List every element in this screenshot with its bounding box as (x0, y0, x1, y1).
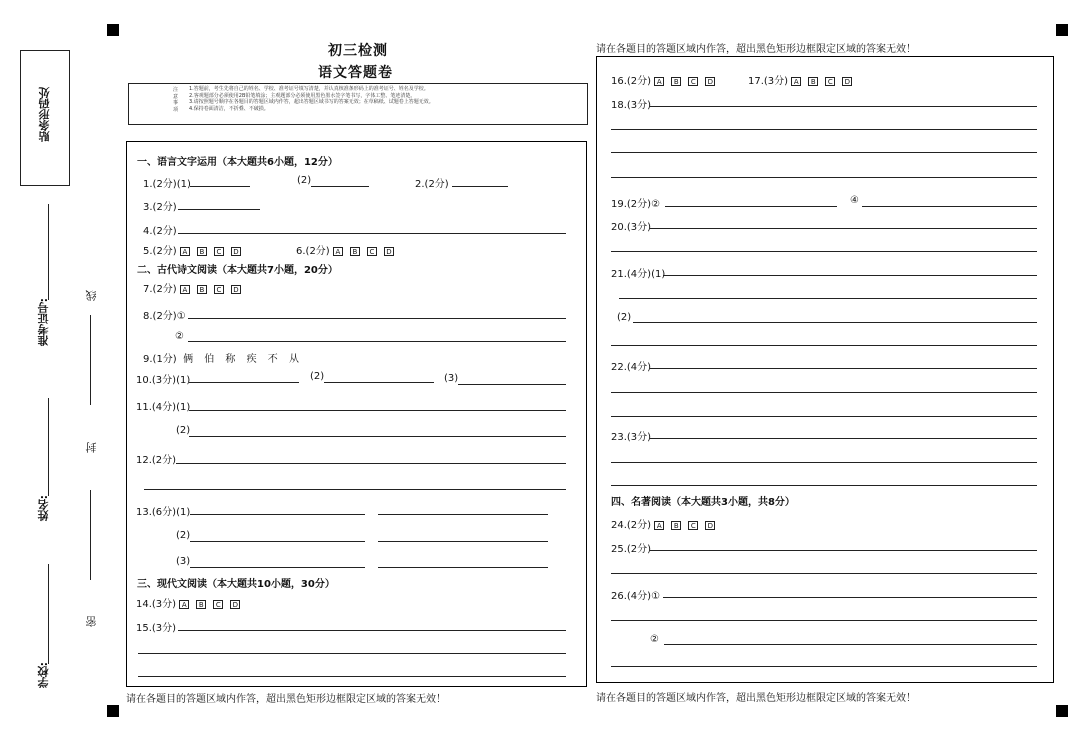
exam-title: 初三检测 (328, 43, 388, 59)
q1-2-answer[interactable] (311, 186, 369, 187)
q21-1-answer-2[interactable] (619, 298, 1037, 299)
q1-2-label: (2) (297, 175, 312, 186)
q5-choice-d[interactable]: D (231, 247, 241, 256)
barcode-label: 贴条形码处 (38, 87, 51, 142)
q24-label: 24.(2分) A B C D (611, 516, 722, 531)
q18-answer-2[interactable] (611, 129, 1037, 130)
seal-char-secret: 密 (85, 616, 98, 627)
q22-answer-2[interactable] (611, 392, 1037, 393)
q3-answer[interactable] (178, 209, 260, 210)
section-1-heading: 一、语言文字运用（本大题共6小题，12分） (137, 157, 338, 168)
q26-1-answer-2[interactable] (611, 620, 1037, 621)
q26-2-answer-2[interactable] (611, 666, 1037, 667)
q15-label: 15.(3分) (136, 623, 177, 634)
q11-1-answer[interactable] (189, 410, 566, 411)
q7-choice-a[interactable]: A (180, 285, 190, 294)
section-3-heading: 三、现代文阅读（本大题共10小题，30分） (137, 579, 335, 590)
q10-label: 10.(3分)(1) (136, 375, 191, 386)
q19-4-label: ④ (850, 195, 859, 206)
q7-choice-b[interactable]: B (197, 285, 207, 294)
barcode-area (20, 50, 70, 186)
q13-2-label: (2) (176, 530, 191, 541)
q4-answer[interactable] (178, 233, 566, 234)
q23-label: 23.(3分) (611, 432, 652, 443)
q10-3-answer[interactable] (458, 384, 566, 385)
q19-label: 19.(2分)② (611, 199, 661, 210)
instruction-3: 3.请按照题号顺序在各题目的答题区域内作答，超出答题区域书写的答案无效；在草稿纸、试题卷上答题无效。 (189, 99, 434, 105)
seal-char-seal: 封 (85, 442, 98, 453)
q24-choice-c[interactable]: C (688, 521, 698, 530)
name-label: 姓名: (37, 495, 50, 522)
q15-answer-2[interactable] (138, 653, 566, 654)
q24-choice-a[interactable]: A (654, 521, 664, 530)
q14-label: 14.(3分) A B C D (136, 595, 247, 610)
q10-2-label: (2) (310, 371, 325, 382)
q18-label: 18.(3分) (611, 100, 652, 111)
q21-2-answer-2[interactable] (611, 345, 1037, 346)
q4-label: 4.(2分) (143, 226, 177, 237)
q8-2-label: ② (175, 331, 184, 342)
corner-mark-bottom-left (107, 705, 119, 717)
q14-choice-b[interactable]: B (196, 600, 206, 609)
q12-answer-1[interactable] (176, 463, 566, 464)
q22-label: 22.(4分) (611, 362, 652, 373)
q18-answer-1[interactable] (650, 106, 1037, 107)
q9-characters: 俩 伯 称 疾 不 从 (183, 354, 303, 365)
q21-label: 21.(4分)(1) (611, 269, 666, 280)
q17-choice-b[interactable]: B (808, 77, 818, 86)
instruction-4: 4.保持卷面清洁，不折叠、不破损。 (189, 105, 269, 112)
q5-choice-a[interactable]: A (180, 247, 190, 256)
exam-id-field[interactable] (48, 204, 49, 300)
q19-2-answer[interactable] (665, 206, 837, 207)
q5-choice-b[interactable]: B (197, 247, 207, 256)
q13-1-answer-b[interactable] (378, 514, 548, 515)
q13-2-answer-b[interactable] (378, 541, 548, 542)
q6-choice-d[interactable]: D (384, 247, 394, 256)
q24-choice-b[interactable]: B (671, 521, 681, 530)
q3-label: 3.(2分) (143, 202, 177, 213)
school-field[interactable] (48, 564, 49, 664)
q26-2-label: ② (650, 634, 659, 645)
q11-label: 11.(4分)(1) (136, 402, 191, 413)
q22-answer-3[interactable] (611, 416, 1037, 417)
q6-choice-a[interactable]: A (333, 247, 343, 256)
q11-2-answer[interactable] (189, 436, 566, 437)
corner-mark-bottom-right (1056, 705, 1068, 717)
q5-choice-c[interactable]: C (214, 247, 224, 256)
section-4-heading: 四、名著阅读（本大题共3小题，共8分） (611, 497, 795, 508)
q10-1-answer[interactable] (189, 382, 299, 383)
q9-label: 9.(1分) 俩 伯 称 疾 不 从 (143, 354, 303, 365)
q20-answer-2[interactable] (611, 251, 1037, 252)
q18-answer-3[interactable] (611, 152, 1037, 153)
q7-label: 7.(2分) A B C D (143, 280, 248, 295)
q8-label: 8.(2分)① (143, 311, 186, 322)
q17-label: 17.(3分) A B C D (748, 72, 859, 87)
name-field[interactable] (48, 398, 49, 496)
q17-choice-c[interactable]: C (825, 77, 835, 86)
q23-answer-1[interactable] (650, 438, 1037, 439)
q8-2-answer[interactable] (188, 341, 566, 342)
q21-1-answer[interactable] (663, 275, 1037, 276)
instruction-2: 2.客观题部分必须使用2B铅笔填涂；主观题部分必须使用黑色墨水签字笔书写，字体工整、笔迹清楚。 (189, 92, 416, 99)
q1-1-answer[interactable] (190, 186, 250, 187)
q10-3-label: (3) (444, 373, 459, 384)
q16-label: 16.(2分) A B C D (611, 72, 722, 87)
q5-label: 5.(2分) A B C D (143, 242, 248, 257)
q20-label: 20.(3分) (611, 222, 652, 233)
exam-id-label: 准考证号: (37, 298, 50, 347)
q25-answer-2[interactable] (611, 573, 1037, 574)
q12-answer-2[interactable] (144, 489, 566, 490)
q6-label: 6.(2分) A B C D (296, 242, 401, 257)
q25-label: 25.(2分) (611, 544, 652, 555)
q6-choice-b[interactable]: B (350, 247, 360, 256)
q13-3-answer-a[interactable] (190, 567, 365, 568)
q13-label: 13.(6分)(1) (136, 507, 191, 518)
q2-answer[interactable] (452, 186, 508, 187)
q16-choice-a[interactable]: A (654, 77, 664, 86)
q25-answer-1[interactable] (650, 550, 1037, 551)
q13-1-answer-a[interactable] (190, 514, 365, 515)
q20-answer-1[interactable] (650, 228, 1037, 229)
q13-2-answer-a[interactable] (190, 541, 365, 542)
q15-answer-1[interactable] (178, 630, 566, 631)
q21-2-answer[interactable] (633, 322, 1037, 323)
section-2-heading: 二、古代诗文阅读（本大题共7小题，20分） (137, 265, 338, 276)
q14-choice-c[interactable]: C (213, 600, 223, 609)
header-note-right: 请在各题目的答题区域内作答，超出黑色矩形边框限定区域的答案无效！ (596, 44, 916, 55)
q10-2-answer[interactable] (324, 382, 434, 383)
q21-2-label: (2) (617, 312, 632, 323)
q14-choice-d[interactable]: D (230, 600, 240, 609)
instruction-1: 1.答题前，考生先将自己的姓名、学校、准考证号填写清楚，并认真核准条形码上的准考证号、姓名及学校。 (189, 86, 429, 92)
q26-label: 26.(4分)① (611, 591, 661, 602)
corner-mark-top-right (1056, 24, 1068, 36)
sheet-title: 语文答题卷 (318, 65, 393, 81)
q1-label: 1.(2分)(1) (143, 179, 191, 190)
school-label: 学校: (37, 662, 50, 689)
seal-dash-1 (90, 315, 91, 405)
q2-label: 2.(2分) (415, 179, 449, 190)
q8-1-answer[interactable] (188, 318, 566, 319)
q15-answer-3[interactable] (138, 676, 566, 677)
seal-dash-2 (90, 490, 91, 580)
q7-choice-d[interactable]: D (231, 285, 241, 294)
q26-2-answer[interactable] (664, 644, 1037, 645)
footer-note-left: 请在各题目的答题区域内作答，超出黑色矩形边框限定区域的答案无效！ (126, 694, 446, 705)
q16-choice-d[interactable]: D (705, 77, 715, 86)
q6-choice-c[interactable]: C (367, 247, 377, 256)
instructions-side: 注 意 事 项 (173, 87, 179, 113)
footer-note-right: 请在各题目的答题区域内作答，超出黑色矩形边框限定区域的答案无效！ (596, 693, 916, 704)
answer-panel-right (596, 56, 1054, 683)
q17-choice-a[interactable]: A (791, 77, 801, 86)
q12-label: 12.(2分) (136, 455, 177, 466)
q18-answer-4[interactable] (611, 177, 1037, 178)
q16-choice-c[interactable]: C (688, 77, 698, 86)
q23-answer-3[interactable] (611, 485, 1037, 486)
q14-choice-a[interactable]: A (179, 600, 189, 609)
q13-3-label: (3) (176, 556, 191, 567)
q13-3-answer-b[interactable] (378, 567, 548, 568)
q24-choice-d[interactable]: D (705, 521, 715, 530)
q7-choice-c[interactable]: C (214, 285, 224, 294)
q26-1-answer[interactable] (663, 597, 1037, 598)
seal-char-line: 线 (85, 290, 98, 301)
q19-4-answer[interactable] (862, 206, 1037, 207)
q22-answer-1[interactable] (650, 368, 1037, 369)
instructions-box (128, 83, 588, 125)
q23-answer-2[interactable] (611, 462, 1037, 463)
q16-choice-b[interactable]: B (671, 77, 681, 86)
corner-mark-top-left (107, 24, 119, 36)
q17-choice-d[interactable]: D (842, 77, 852, 86)
q11-2-label: (2) (176, 425, 191, 436)
